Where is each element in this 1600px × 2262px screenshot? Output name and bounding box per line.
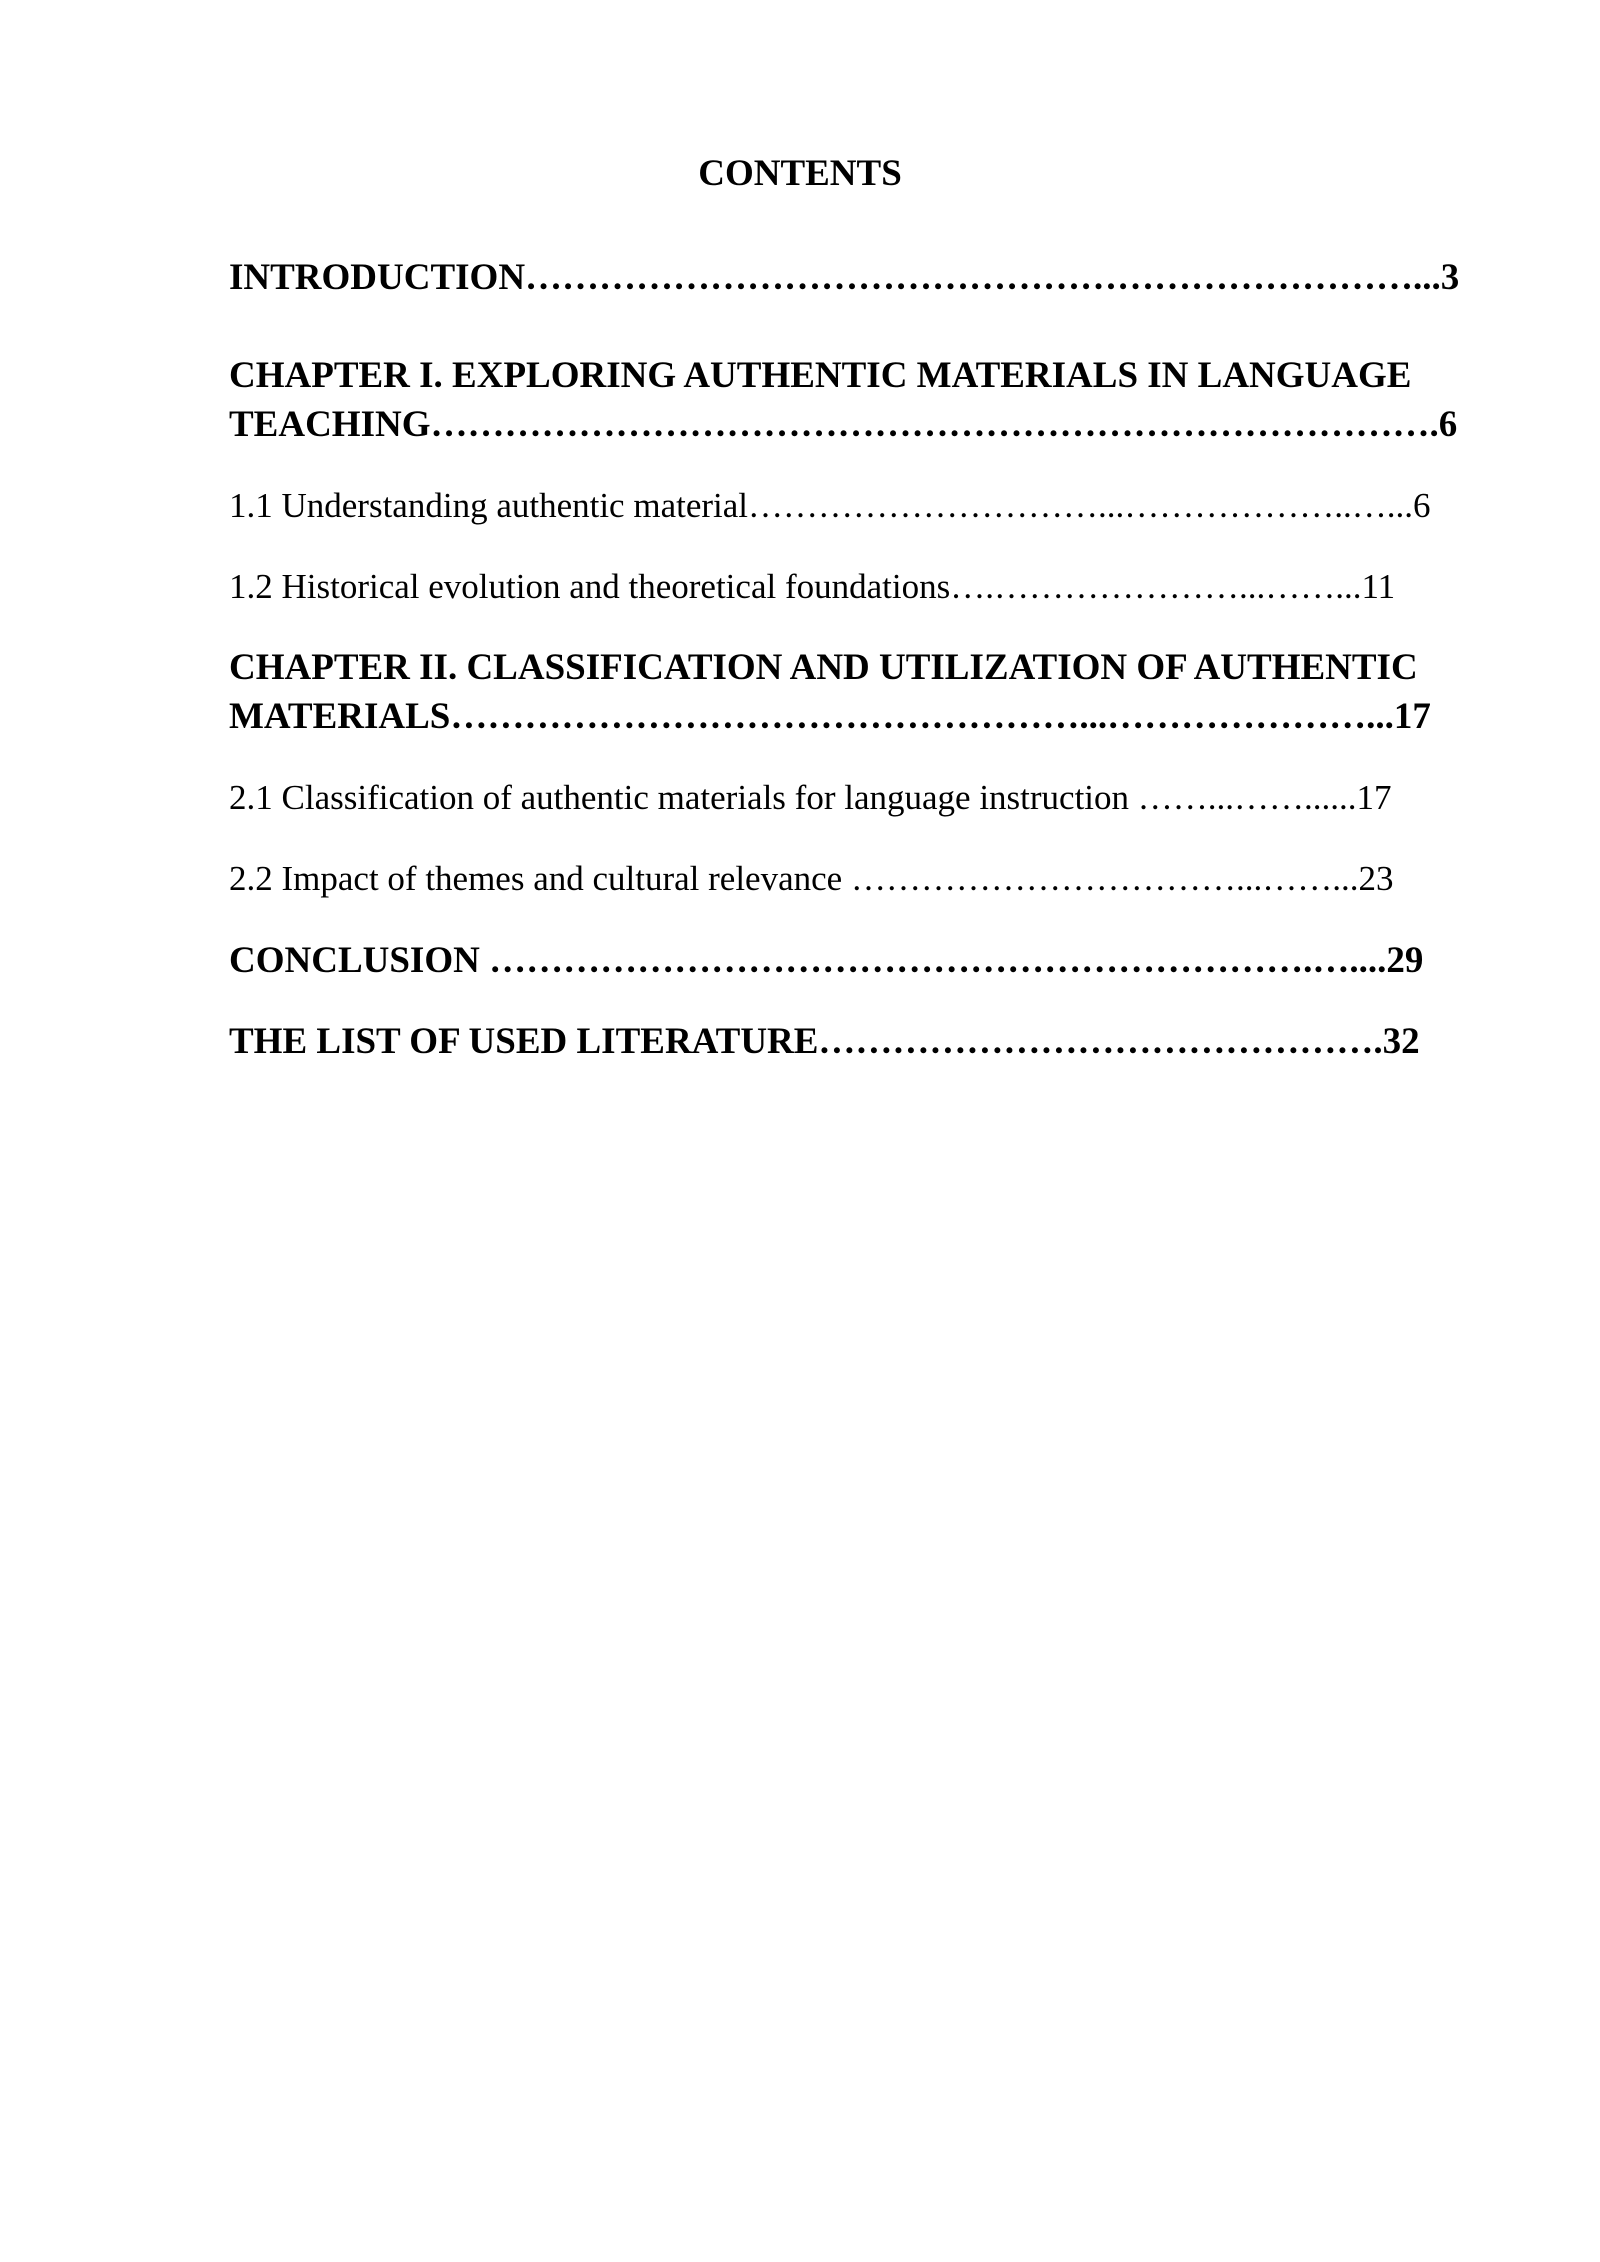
toc-entry-section-1-2: 1.2 Historical evolution and theoretical foundations….…………………...……...11	[229, 567, 1396, 606]
toc-entry-section-1-1: 1.1 Understanding authentic material…………………………...………………..…...6	[229, 486, 1431, 525]
toc-entry-conclusion: CONCLUSION ………………………………………………………….…....29	[229, 940, 1424, 981]
toc-entry-literature: THE LIST OF USED LITERATURE……………………………………….32	[229, 1021, 1420, 1062]
toc-entry-chapter-1-line-1: CHAPTER I. EXPLORING AUTHENTIC MATERIALS IN LANGUAGE	[229, 355, 1412, 396]
toc-entry-chapter-1-line-2: TEACHING……………………………………………………………………….6	[229, 404, 1458, 445]
page-title: CONTENTS	[698, 153, 902, 194]
toc-entry-section-2-2: 2.2 Impact of themes and cultural relevance ……………………………...……...23	[229, 859, 1394, 898]
toc-entry-introduction: INTRODUCTION………………………………………………………………...3	[229, 257, 1460, 298]
toc-entry-chapter-2-line-1: CHAPTER II. CLASSIFICATION AND UTILIZATION OF AUTHENTIC	[229, 647, 1418, 688]
toc-entry-chapter-2-line-2: MATERIALS……………………………………………...…………………...17	[229, 696, 1431, 737]
toc-entry-section-2-1: 2.1 Classification of authentic materials for language instruction ……...……......17	[229, 778, 1392, 817]
